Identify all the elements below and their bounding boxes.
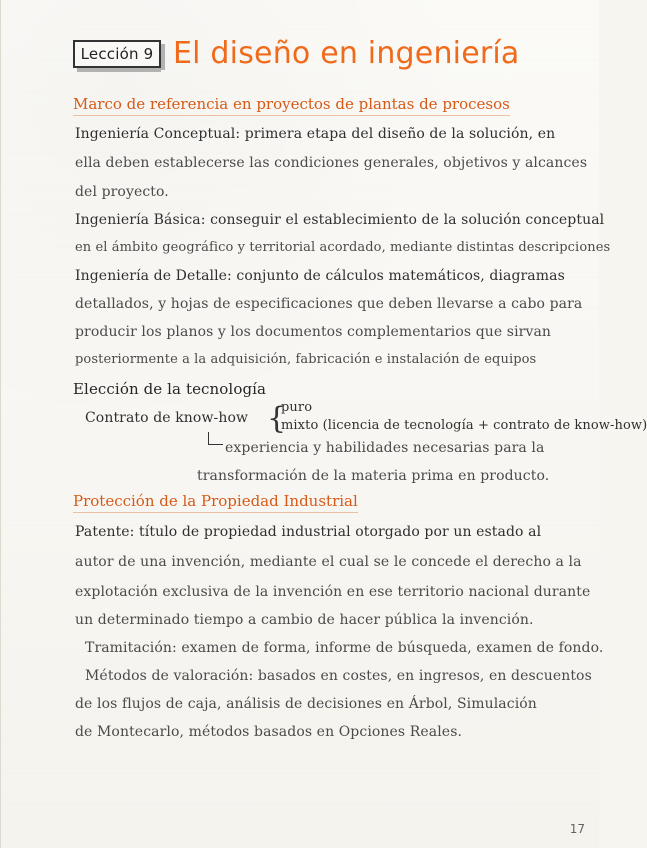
text-line: experiencia y habilidades necesarias para la <box>225 440 545 456</box>
lesson-label: Lección 9 <box>80 45 154 63</box>
text-line: Patente: título de propiedad industrial otorgado por un estado al <box>75 524 542 540</box>
lesson-label-box <box>73 40 161 68</box>
text-line: Ingeniería de Detalle: conjunto de cálculos matemáticos, diagramas <box>75 268 565 284</box>
text-line: producir los planos y los documentos complementarios que sirvan <box>75 324 552 340</box>
text-line: Tramitación: examen de forma, informe de búsqueda, examen de fondo. <box>85 640 604 656</box>
section-heading-marco: Marco de referencia en proyectos de plantas de procesos <box>73 95 510 116</box>
text-line: ella deben establecerse las condiciones generales, objetivos y alcances <box>75 155 588 171</box>
text-line: detallados, y hojas de especificaciones que deben llevarse a cabo para <box>75 296 583 312</box>
text-line: de los flujos de caja, análisis de decisiones en Árbol, Simulación <box>75 696 537 712</box>
text-line: un determinado tiempo a cambio de hacer pública la invención. <box>75 612 534 628</box>
section-heading-tecnologia: Elección de la tecnología <box>73 380 267 398</box>
text-line: en el ámbito geográfico y territorial acordado, mediante distintas descripciones <box>75 240 611 255</box>
text-line: Ingeniería Conceptual: primera etapa del diseño de la solución, en <box>75 126 556 142</box>
text-line: explotación exclusiva de la invención en ese territorio nacional durante <box>75 584 591 600</box>
arrow-hook <box>208 432 223 445</box>
text-line: mixto (licencia de tecnología + contrato de know-how) <box>281 418 647 433</box>
text-line: del proyecto. <box>75 184 169 200</box>
text-line: de Montecarlo, métodos basados en Opciones Reales. <box>75 724 463 740</box>
text-line: transformación de la materia prima en producto. <box>197 468 550 484</box>
text-line: Métodos de valoración: basados en costes, en ingresos, en descuentos <box>85 668 592 684</box>
section-heading-proteccion: Protección de la Propiedad Industrial <box>73 492 358 513</box>
page-number: 17 <box>569 822 585 836</box>
text-line: Ingeniería Básica: conseguir el establecimiento de la solución conceptual <box>75 212 605 228</box>
text-line: puro <box>281 400 313 415</box>
text-line: autor de una invención, mediante el cual se le concede el derecho a la <box>75 554 582 570</box>
page-title: El diseño en ingeniería <box>173 36 520 71</box>
brace-symbol: { <box>267 401 287 436</box>
text-line: posteriormente a la adquisición, fabricación e instalación de equipos <box>75 352 537 367</box>
text-line: Contrato de know-how <box>85 410 249 426</box>
